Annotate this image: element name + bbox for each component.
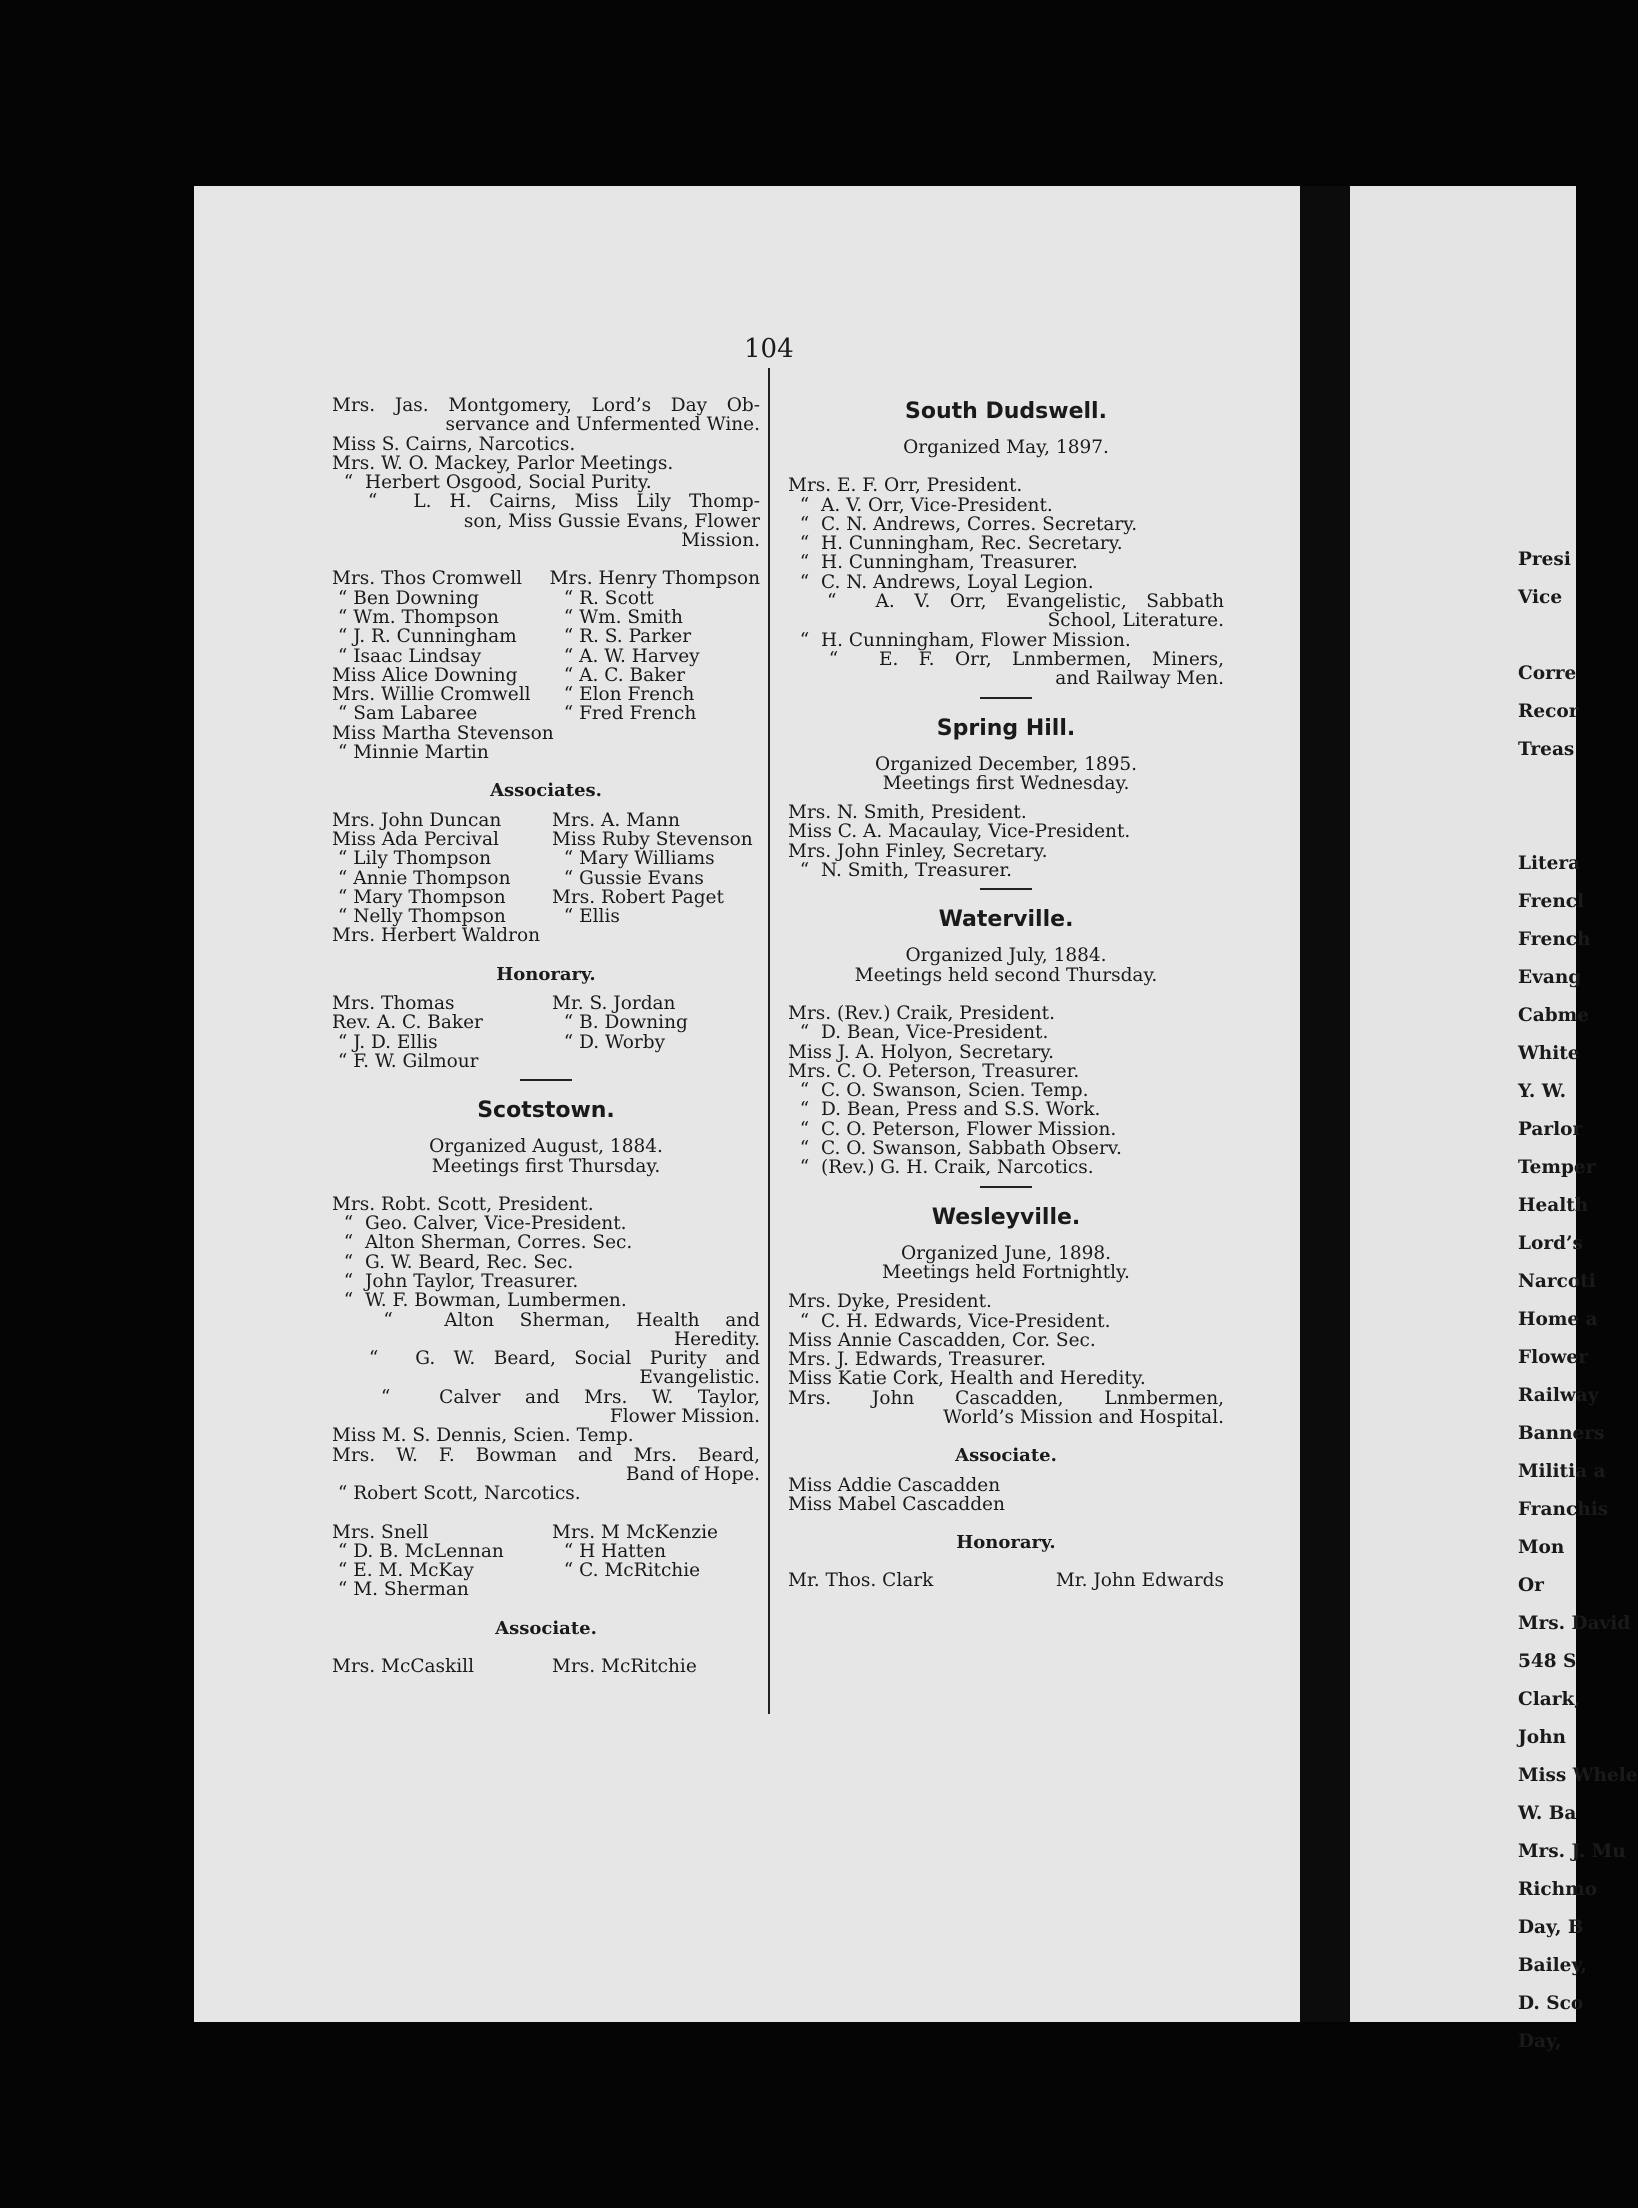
officer-line: Miss C. A. Macaulay, Vice-President. [788,821,1131,843]
organized-line: Organized June, 1898. [900,1242,1112,1264]
honorary-row-a: “ J. D. Ellis [332,1031,438,1053]
fragment-line: French [1518,929,1591,950]
page-gutter [1300,186,1350,2022]
officer-line: “ Alton Sherman, Corres. Sec. [332,1232,633,1254]
honorary-heading: Honorary. [496,963,596,985]
fragment-line: Bailey, [1518,1955,1587,1976]
section-title-waterville: Waterville. [938,907,1074,933]
member-row [332,724,760,743]
fragment-line: Militia a [1518,1461,1606,1482]
member-row-b: “ A. W. Harvey [552,645,700,667]
member-row-a: “ J. R. Cunningham [332,626,517,648]
spacer [788,1427,1224,1446]
honorary-row-a: Mrs. Thomas [332,993,455,1015]
associate-row [332,907,760,926]
fragment-line: D. Sco [1518,1993,1584,2014]
spacer [332,946,760,965]
associate-row-a: “ Mary Thompson [332,886,506,908]
meetings-line: Meetings first Wednesday. [882,772,1130,794]
member-row-a: “ Ben Downing [332,587,479,609]
member-row [332,666,760,685]
member-row-b: “ Fred French [552,703,697,725]
organized-line: Organized May, 1897. [903,437,1109,458]
entry-line: Mrs. Jas. Montgomery, Lord’s Day Ob- [332,395,760,416]
officer-line: Flower Mission. [609,1406,760,1428]
associate-row [332,811,760,830]
meetings-line: Meetings held Fortnightly. [882,1261,1130,1283]
officer-line: “ H. Cunningham, Rec. Secretary. [788,533,1123,555]
fragment-line: John [1518,1727,1566,1748]
officer-line: World’s Mission and Hospital. [943,1406,1224,1428]
associate-row-a: Mrs. John Duncan [332,809,502,831]
associate-row-a: “ Lily Thompson [332,848,491,870]
fragment-line [1518,816,1598,854]
organized-line: Organized December, 1895. [874,753,1138,775]
member-row [332,704,760,723]
officer-line: Mrs. John Finley, Secretary. [788,840,1048,862]
entry-line: servance and Unfermented Wine. [445,414,760,436]
associate-row-b: Mrs. McRitchie [552,1656,697,1678]
fragment-line: Cabme [1518,1005,1589,1026]
entry-line: “ Herbert Osgood, Social Purity. [332,472,652,494]
fragment-line: White [1518,1043,1580,1064]
member-row [332,627,760,646]
member-row [332,685,760,704]
honorary-row-a: Rev. A. C. Baker [332,1012,483,1034]
fragment-line: Recor [1518,701,1579,722]
associate-row [332,830,760,849]
honorary-row-b: Mr. S. Jordan [552,993,676,1015]
officer-line: “ E. F. Orr, Lnmbermen, Miners, [788,648,1224,670]
officer-line: Miss Katie Cork, Health and Heredity. [788,1368,1146,1390]
officer-line: “ Alton Sherman, Health and [332,1309,760,1331]
officer-line: Mrs. Robt. Scott, President. [332,1193,594,1215]
officer-line: “ C. O. Peterson, Flower Mission. [788,1118,1117,1140]
officer-line: “ John Taylor, Treasurer. [332,1270,579,1292]
spacer [332,1176,760,1195]
fragment-line: Franchis [1518,1499,1609,1520]
section-title-scotstown: Scotstown. [477,1098,615,1124]
fragment-line: Lord’s [1518,1233,1583,1254]
honorary-name: Mr. John Edwards [1055,1570,1224,1592]
officer-line: Mrs. E. F. Orr, President. [788,475,1023,497]
member-row-b: “ R. Scott [552,587,654,609]
honorary-row-b: “ B. Downing [552,1012,688,1034]
honorary-row-a: “ F. W. Gilmour [332,1050,479,1072]
officer-line: “ D. Bean, Vice-President. [788,1022,1049,1044]
officer-line: Miss M. S. Dennis, Scien. Temp. [332,1425,634,1447]
right-page-column [1518,549,1638,2070]
fragment-line: Mrs. J. Mu [1518,1841,1626,1862]
associate-row-b: “ Ellis [552,906,620,928]
fragment-line: Flower [1518,1347,1588,1368]
associate-row-a: Miss Ada Percival [332,828,499,850]
spacer [332,1504,760,1523]
officer-line: “ Calver and Mrs. W. Taylor, [332,1386,760,1408]
spacer [788,1552,1224,1571]
fragment-line: W. Ba [1518,1803,1577,1824]
member-row [332,1542,760,1561]
officer-line: Mrs. C. O. Peterson, Treasurer. [788,1060,1080,1082]
fragment-line: 548 S [1518,1651,1577,1672]
member-row-a: “ Isaac Lindsay [332,645,482,667]
fragment-line: Treas [1518,739,1575,760]
member-row-a: “ M. Sherman [332,1579,469,1601]
section-title-south-dudswell: South Dudswell. [905,399,1107,424]
entry-line: Mission. [681,530,760,552]
spacer [332,1638,760,1657]
officer-line: Mrs. (Rev.) Craik, President. [788,1002,1055,1024]
associate-row [332,1657,760,1676]
officer-line: Mrs. John Cascadden, Lnmbermen, [788,1387,1224,1409]
honorary-row [332,1013,760,1032]
officer-line: Mrs. N. Smith, President. [788,802,1027,824]
entry-line: son, Miss Gussie Evans, Flower [463,510,760,532]
entry-line: “ L. H. Cairns, Miss Lily Thomp- [332,491,760,513]
honorary-heading: Honorary. [956,1532,1056,1554]
fragment-line: Health [1518,1195,1589,1216]
officer-line: “ A. V. Orr, Vice-President. [788,494,1053,516]
member-row [332,1580,760,1599]
honorary-row [332,1033,760,1052]
associate-heading: Associate. [495,1617,597,1639]
member-row-a: “ Wm. Thompson [332,606,499,628]
member-row-b: “ Elon French [552,684,695,706]
member-row-b: Mrs. M McKenzie [552,1521,718,1543]
associate-row [332,926,760,945]
member-row-b: “ Wm. Smith [552,606,683,628]
fragment-line: Clark, [1518,1689,1581,1710]
honorary-row [332,994,760,1013]
section-title-spring-hill: Spring Hill. [936,715,1076,741]
middle-column [788,396,1224,1591]
officer-line: “ H. Cunningham, Flower Mission. [788,629,1131,651]
officer-line: Band of Hope. [625,1463,760,1485]
member-row-a: Miss Martha Stevenson [332,722,554,744]
member-row [332,1561,760,1580]
spacer [788,457,1224,476]
member-row [332,589,760,608]
fragment-line: Railway [1518,1385,1599,1406]
member-row-a: “ D. B. McLennan [332,1540,504,1562]
honorary-row-b: “ D. Worby [552,1031,666,1053]
officer-line: “ D. Bean, Press and S.S. Work. [788,1099,1101,1121]
associate-row-b: “ Mary Williams [552,848,715,870]
honorary-name: Mr. Thos. Clark [788,1570,934,1592]
fragment-line: Parlor [1518,1119,1583,1140]
fragment-line: Banners [1518,1423,1605,1444]
officer-line: “ C. H. Edwards, Vice-President. [788,1310,1111,1332]
fragment-line: Richmo [1518,1879,1598,1900]
entry-line: Mrs. W. O. Mackey, Parlor Meetings. [332,452,674,474]
associate-row-b: Mrs. A. Mann [552,809,680,831]
page-number: 104 [744,334,794,364]
honorary-row [332,1052,760,1071]
member-row-a: “ E. M. McKay [332,1560,474,1582]
associate-row-b: Mrs. Robert Paget [552,886,724,908]
officer-line: Heredity. [674,1328,760,1350]
associate-row [332,869,760,888]
meetings-line: Meetings held second Thursday. [854,964,1158,986]
fragment-line: Y. W. [1518,1081,1567,1102]
organized-line: Organized August, 1884. [429,1136,663,1158]
meetings-line: Meetings first Thursday. [431,1155,661,1177]
member-row-b: Mrs. Henry Thompson [549,568,760,590]
associate-row-a: “ Annie Thompson [332,867,511,889]
member-row-a: Mrs. Thos Cromwell [332,568,523,590]
member-row-b: “ A. C. Baker [552,664,686,686]
spacer [788,1514,1224,1533]
member-row-b: “ C. McRitchie [552,1560,701,1582]
member-row-b: “ R. S. Parker [552,626,692,648]
fragment-line: Temper [1518,1157,1596,1178]
fragment-line [1518,626,1598,664]
fragment-line: Miss Whele [1518,1765,1638,1786]
associate-line: Miss Mabel Cascadden [788,1493,1005,1515]
officer-line: “ W. F. Bowman, Lumbermen. [332,1290,627,1312]
officer-line: “ G. W. Beard, Social Purity and [332,1348,760,1370]
member-row [332,608,760,627]
associate-heading: Associate. [955,1445,1057,1467]
organized-line: Organized July, 1884. [905,945,1107,967]
officer-line: “ Robert Scott, Narcotics. [332,1483,581,1505]
fragment-line: Or [1518,1575,1544,1596]
associate-row-a: Mrs. Herbert Waldron [332,925,541,947]
associate-row-b: Miss Ruby Stevenson [552,828,753,850]
officer-line: “ G. W. Beard, Rec. Sec. [332,1251,574,1273]
officer-line: Evangelistic. [639,1367,760,1389]
section-rule [980,1186,1032,1188]
spacer [332,550,760,569]
entry-line: Miss S. Cairns, Narcotics. [332,433,576,455]
fragment-line: Evang [1518,967,1582,988]
officer-line: “ Geo. Calver, Vice-President. [332,1213,627,1235]
honorary-row [788,1571,1224,1590]
fragment-line: Day, [1518,2031,1562,2052]
officer-line: “ C. O. Swanson, Sabbath Observ. [788,1138,1122,1160]
fragment-line: Vice [1518,587,1563,608]
member-row-a: Miss Alice Downing [332,664,518,686]
member-row [332,569,760,588]
associate-row [332,888,760,907]
section-title-wesleyville: Wesleyville. [931,1204,1081,1230]
fragment-line: Corre [1518,663,1577,684]
spacer [332,1600,760,1619]
member-row-a: Mrs. Willie Cromwell [332,684,531,706]
officer-line: “ A. V. Orr, Evangelistic, Sabbath [788,591,1224,613]
fragment-line: Day, B [1518,1917,1584,1938]
member-row-a: Mrs. Snell [332,1521,429,1543]
officer-line: Miss J. A. Holyon, Secretary. [788,1041,1055,1063]
associate-row-a: Mrs. McCaskill [332,1656,474,1678]
member-row-a: “ Minnie Martin [332,742,489,764]
officer-line: “ C. O. Swanson, Scien. Temp. [788,1080,1089,1102]
officer-line: Mrs. Dyke, President. [788,1291,992,1313]
associates-heading: Associates. [490,780,602,802]
fragment-line: Litera [1518,853,1581,874]
member-row [332,743,760,762]
officer-line: Miss Annie Cascadden, Cor. Sec. [788,1329,1096,1351]
officer-line: “ C. N. Andrews, Loyal Legion. [788,571,1094,593]
officer-line: “ H. Cunningham, Treasurer. [788,552,1078,574]
column-divider [768,368,770,1714]
associate-line: Miss Addie Cascadden [788,1474,1001,1496]
fragment-line: Presi [1518,549,1571,570]
officer-line: School, Literature. [1047,610,1224,632]
officer-line: Mrs. J. Edwards, Treasurer. [788,1349,1046,1371]
spacer [788,985,1224,1004]
section-rule [520,1079,572,1081]
member-row-a: “ Sam Labaree [332,703,478,725]
member-row [332,1523,760,1542]
associate-row [332,849,760,868]
section-rule [980,888,1032,890]
fragment-line: Mon [1518,1537,1565,1558]
fragment-line [1518,778,1598,816]
officer-line: and Railway Men. [1055,668,1224,690]
associate-row-b: “ Gussie Evans [552,867,704,889]
spacer [332,762,760,781]
officer-line: “ N. Smith, Treasurer. [788,860,1013,882]
left-column [332,396,760,1676]
section-rule [980,697,1032,699]
fragment-line: Narcoti [1518,1271,1596,1292]
officer-line: Mrs. W. F. Bowman and Mrs. Beard, [332,1444,760,1466]
member-row [332,647,760,666]
fragment-line: Mrs. David [1518,1613,1631,1634]
associate-row-a: “ Nelly Thompson [332,906,506,928]
fragment-line: Frencl [1518,891,1585,912]
member-row-b: “ H Hatten [552,1540,667,1562]
officer-line: “ (Rev.) G. H. Craik, Narcotics. [788,1157,1094,1179]
officer-line: “ C. N. Andrews, Corres. Secretary. [788,513,1138,535]
fragment-line: Home a [1518,1309,1598,1330]
